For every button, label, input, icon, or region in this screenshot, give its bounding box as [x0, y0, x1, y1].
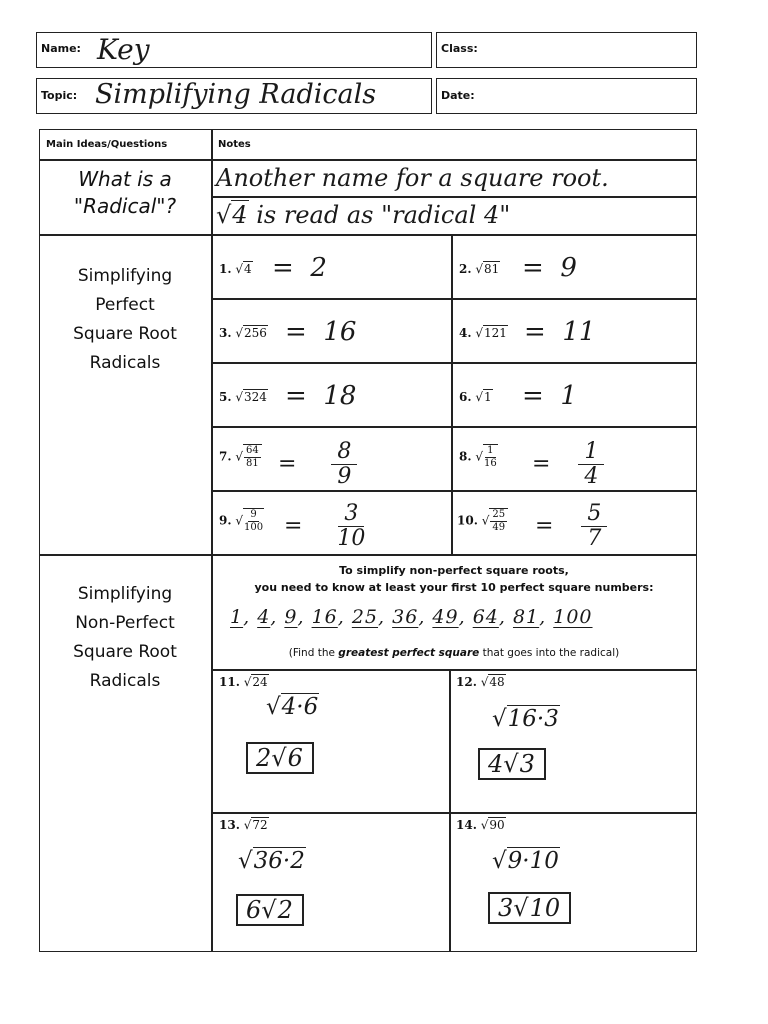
- date-label: Date:: [441, 89, 475, 102]
- main-ideas-header: Main Ideas/Questions: [46, 139, 168, 150]
- answer-13: 6√2: [236, 894, 304, 926]
- problem-3: 3. √256: [219, 326, 267, 340]
- problem-8: 8. √ $\frac{1}{16}$: [459, 445, 497, 469]
- work-13: √36·2: [238, 848, 305, 874]
- problem-9: 9. √ $\frac{9}{100}$: [219, 509, 264, 533]
- work-11: √4·6: [266, 694, 319, 720]
- radical-definition: Another name for a square root.: [216, 164, 609, 192]
- non-perfect-title: Simplifying Non-Perfect Square Root Radicals: [73, 584, 177, 691]
- name-box: [36, 32, 432, 68]
- problem-7: 7. √ $\frac{64}{81}$: [219, 444, 262, 470]
- answer-5: = 18: [285, 381, 357, 411]
- notes-header: Notes: [218, 139, 251, 150]
- square-10: 100: [553, 606, 593, 628]
- answer-14: 3√10: [488, 892, 571, 924]
- problem-14: 14. √90: [456, 818, 505, 832]
- square-1: 1: [230, 606, 244, 628]
- instruction-line-2: you need to know at least your first 10 perfect square numbers:: [254, 581, 654, 594]
- name-label: Name:: [41, 42, 81, 55]
- problem-4: 4. √121: [459, 326, 507, 340]
- hint-text: (Find the greatest perfect square that goes into the radical): [288, 647, 620, 659]
- topic-box: [36, 78, 432, 114]
- topic-value: Simplifying Radicals: [95, 79, 377, 110]
- name-value: Key: [97, 33, 150, 66]
- radical-reading: [216, 201, 510, 229]
- square-2: 4: [257, 606, 271, 628]
- perfect-square-list: 1, 4, 9, 16, 25, 36, 49, 64, 81, 100: [230, 606, 593, 628]
- topic-label: Topic:: [41, 89, 78, 102]
- problem-1: 1. √4: [219, 262, 252, 276]
- problem-5: 5. √324: [219, 390, 267, 404]
- answer-8: = $\frac{1}{4}$: [532, 440, 604, 489]
- radical-question: What is a "Radical"?: [73, 167, 177, 218]
- answer-12: 4√3: [478, 748, 546, 780]
- answer-1: = 2: [272, 253, 327, 283]
- problem-2: 2. √81: [459, 262, 500, 276]
- square-7: 49: [432, 606, 459, 628]
- square-9: 81: [512, 606, 540, 628]
- answer-4: = 11: [524, 317, 596, 347]
- square-4: 16: [311, 606, 338, 628]
- class-label: Class:: [441, 42, 478, 55]
- square-8: 64: [472, 606, 499, 628]
- answer-9: = $\frac{3}{10}$: [284, 501, 366, 551]
- class-box: [436, 32, 697, 68]
- square-3: 9: [284, 606, 298, 628]
- radical-reading-text: is read as "radical 4": [256, 201, 511, 229]
- problem-6: 6. √1: [459, 390, 492, 404]
- problem-12: 12. √48: [456, 675, 505, 689]
- problem-11: 11. √24: [219, 675, 268, 689]
- answer-2: = 9: [522, 253, 577, 283]
- instruction-line-1: To simplify non-perfect square roots,: [339, 564, 569, 577]
- work-14: √9·10: [492, 848, 559, 874]
- problem-13: 13. √72: [219, 818, 268, 832]
- answer-10: = $\frac{5}{7}$: [535, 502, 607, 551]
- work-12: √16·3: [492, 706, 559, 732]
- answer-7: = $\frac{8}{9}$: [278, 440, 357, 489]
- square-6: 36: [392, 606, 419, 628]
- problem-10: 10. √ $\frac{25}{49}$: [457, 508, 508, 534]
- radical-symbol: √4: [216, 201, 248, 229]
- date-box: [436, 78, 697, 114]
- perfect-squares-title: Simplifying Perfect Square Root Radicals: [73, 266, 177, 373]
- answer-6: = 1: [522, 381, 577, 411]
- answer-11: 2√6: [246, 742, 314, 774]
- answer-3: = 16: [285, 317, 357, 347]
- square-5: 25: [351, 606, 379, 628]
